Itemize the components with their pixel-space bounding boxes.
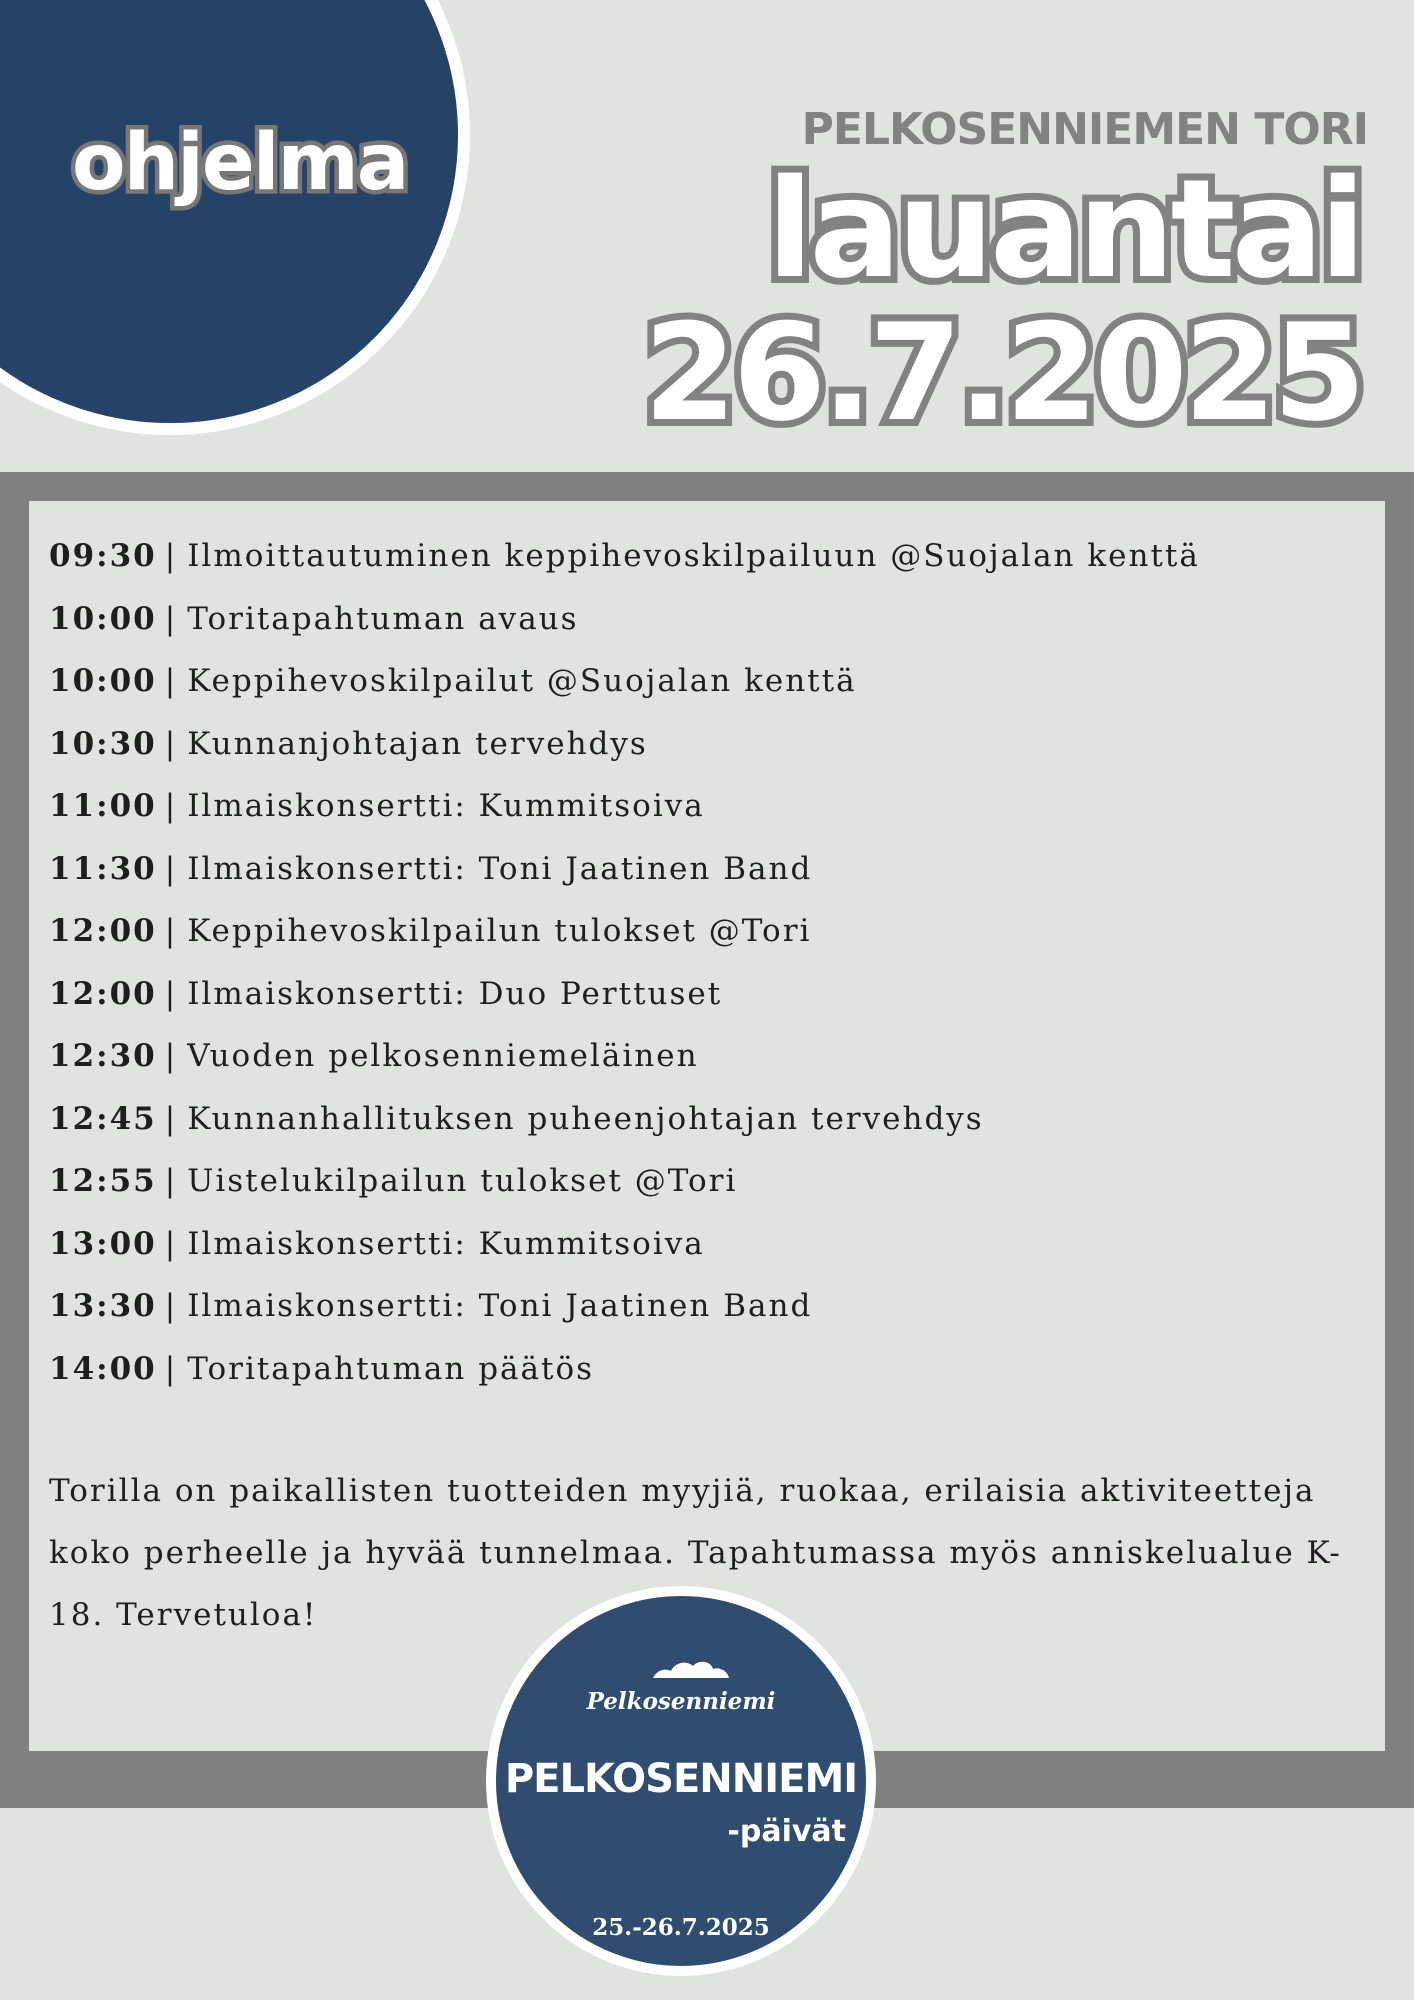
schedule-separator: | <box>164 975 178 1012</box>
schedule-row <box>49 1025 1365 1088</box>
venue-title: PELKOSENNIEMEN TORI <box>801 104 1368 155</box>
event-info-text: Torilla on paikallisten tuotteiden myyjiä, ruokaa, erilaisia aktiviteetteja koko perheelle ja hyvää tunnelmaa. Tapahtumassa myös anniskelualue K-18. Tervetuloa! <box>49 1473 1342 1633</box>
schedule-row <box>49 713 1365 776</box>
schedule-time: 13:30 <box>49 1288 157 1324</box>
schedule-time: 12:00 <box>49 975 157 1012</box>
schedule-row <box>49 1088 1365 1151</box>
schedule-separator: | <box>164 1225 178 1262</box>
schedule-time: 11:30 <box>49 850 157 887</box>
schedule-separator: | <box>164 1350 178 1387</box>
logo-dates: 25.-26.7.2025 <box>592 1914 770 1941</box>
schedule-separator: | <box>164 600 178 637</box>
schedule-separator: | <box>164 1288 178 1324</box>
schedule-separator: | <box>164 1163 178 1199</box>
schedule-time: 12:45 <box>49 1100 157 1137</box>
schedule-separator: | <box>164 913 178 949</box>
schedule-list <box>49 525 1365 1400</box>
schedule-separator: | <box>164 1100 178 1137</box>
schedule-event: Ilmaiskonsertti: Toni Jaatinen Band <box>187 850 813 887</box>
schedule-row <box>49 1150 1365 1213</box>
logo-main-title: PELKOSENNIEMI <box>504 1756 858 1802</box>
schedule-event: Keppihevoskilpailut @Suojalan kenttä <box>187 663 857 699</box>
schedule-event: Keppihevoskilpailun tulokset @Tori <box>187 913 812 949</box>
schedule-row <box>49 588 1365 651</box>
schedule-separator: | <box>164 850 178 887</box>
schedule-separator: | <box>164 725 178 762</box>
schedule-time: 14:00 <box>49 1350 157 1387</box>
schedule-event: Kunnanjohtajan tervehdys <box>187 725 648 762</box>
program-label: ohjelma <box>72 118 408 208</box>
schedule-row <box>49 1338 1365 1401</box>
schedule-event: Ilmaiskonsertti: Toni Jaatinen Band <box>187 1288 813 1324</box>
schedule-row <box>49 838 1365 901</box>
logo-subtitle: -päivät <box>727 1814 846 1849</box>
schedule-separator: | <box>164 538 178 574</box>
schedule-time: 12:55 <box>49 1163 157 1199</box>
schedule-time: 13:00 <box>49 1225 157 1262</box>
schedule-event: Vuoden pelkosenniemeläinen <box>187 1038 699 1074</box>
schedule-row <box>49 775 1365 838</box>
logo-script-name: Pelkosenniemi <box>586 1688 776 1715</box>
date-title: 26.7.2025 <box>643 295 1362 451</box>
schedule-time: 10:30 <box>49 725 157 762</box>
schedule-separator: | <box>164 1038 178 1074</box>
schedule-event: Kunnanhallituksen puheenjohtajan tervehdys <box>187 1100 984 1137</box>
event-header <box>643 100 1368 451</box>
schedule-panel <box>29 501 1385 1751</box>
schedule-event: Toritapahtuman päätös <box>187 1350 595 1387</box>
day-title: lauantai <box>766 151 1362 309</box>
schedule-event: Uistelukilpailun tulokset @Tori <box>187 1163 738 1199</box>
schedule-event: Toritapahtuman avaus <box>187 600 579 637</box>
schedule-time: 09:30 <box>49 538 157 574</box>
schedule-separator: | <box>164 663 178 699</box>
schedule-row <box>49 525 1365 588</box>
schedule-row <box>49 900 1365 963</box>
schedule-row <box>49 650 1365 713</box>
schedule-time: 10:00 <box>49 663 157 699</box>
schedule-row <box>49 1213 1365 1276</box>
corner-circle <box>0 0 470 435</box>
schedule-time: 10:00 <box>49 600 157 637</box>
schedule-time: 12:00 <box>49 913 157 949</box>
schedule-event: Ilmaiskonsertti: Duo Perttuset <box>187 975 723 1012</box>
schedule-event: Ilmoittautuminen keppihevoskilpailuun @Suojalan kenttä <box>187 538 1200 574</box>
cloud-icon <box>651 1656 731 1680</box>
schedule-time: 11:00 <box>49 788 157 824</box>
festival-logo <box>486 1586 876 1976</box>
schedule-row <box>49 963 1365 1026</box>
schedule-event: Ilmaiskonsertti: Kummitsoiva <box>187 1225 705 1262</box>
schedule-event: Ilmaiskonsertti: Kummitsoiva <box>187 788 705 824</box>
schedule-row <box>49 1275 1365 1338</box>
schedule-separator: | <box>164 788 178 824</box>
schedule-time: 12:30 <box>49 1038 157 1074</box>
